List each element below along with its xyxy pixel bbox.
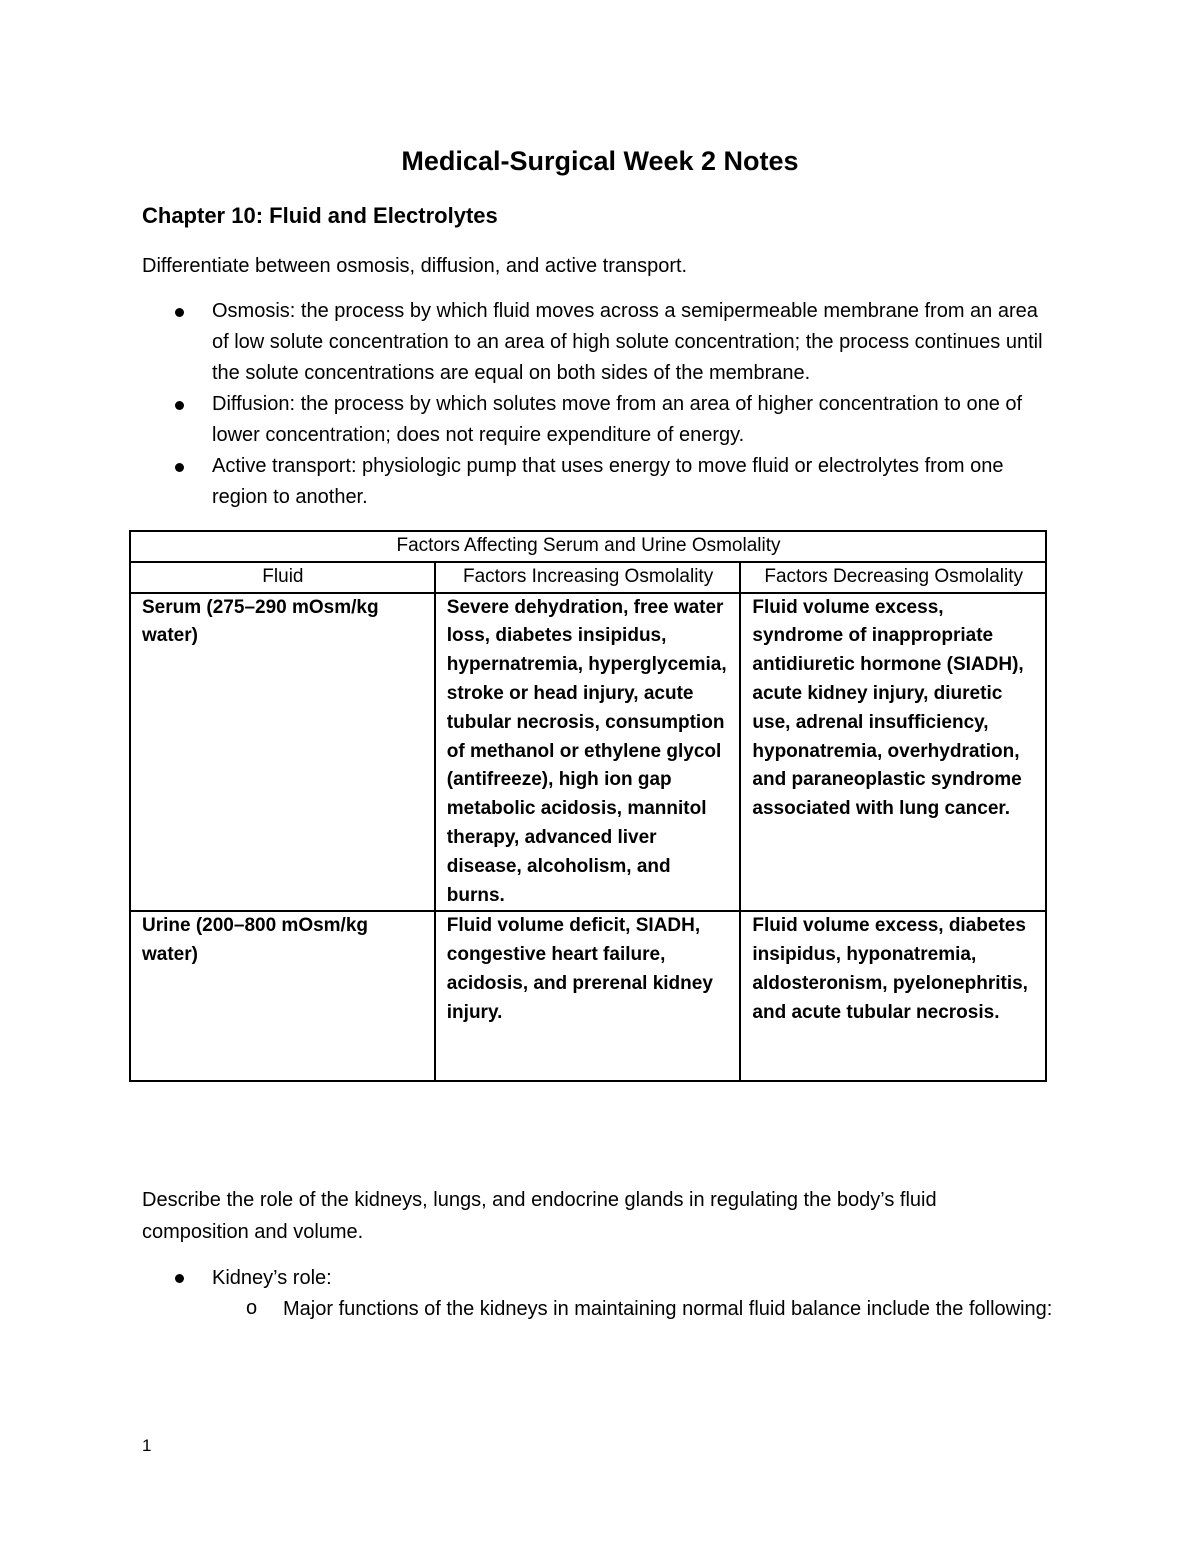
- header-fluid: Fluid: [130, 562, 435, 593]
- sub-bullet-marker: o: [246, 1297, 258, 1319]
- cell-decreasing: Fluid volume excess, diabetes insipidus, hyponatremia, aldosteronism, pyelonephritis, and acute tubular necrosis.: [740, 911, 1046, 1081]
- list-item-text: Osmosis: the process by which fluid moves across a semipermeable membrane from an area of low solute concentration to an area of high solute concentration; the process continues until the solute concentrations are equal on both sides of the membrane.: [212, 300, 1043, 384]
- bullet-icon: [175, 401, 184, 410]
- table-row-urine: [130, 911, 1046, 1081]
- bullet-icon: [175, 308, 184, 317]
- table-row-serum: [130, 593, 1046, 912]
- question-osmosis-diffusion: Differentiate between osmosis, diffusion, and active transport.: [142, 255, 688, 277]
- cell-increasing: Severe dehydration, free water loss, diabetes insipidus, hypernatremia, hyperglycemia, stroke or head injury, acute tubular necrosis, consumption of methanol or ethylene glycol (antifreeze), high ion gap metabolic acidosis, mannitol therapy, advanced liver disease, alcoholism, and burns.: [435, 593, 741, 912]
- transport-bullet-list: [142, 296, 1052, 513]
- header-decreasing: Factors Decreasing Osmolality: [740, 562, 1046, 593]
- page-number: 1: [142, 1436, 152, 1455]
- header-increasing: Factors Increasing Osmolality: [435, 562, 741, 593]
- list-item-text: Diffusion: the process by which solutes move from an area of higher concentration to one of lower concentration; does not require expenditure of energy.: [212, 393, 1023, 446]
- list-item-diffusion: [142, 389, 1052, 451]
- sub-list-item-kidney-functions: Major functions of the kidneys in maintaining normal fluid balance include the following:: [283, 1298, 1053, 1320]
- osmolality-table: [129, 530, 1047, 1082]
- cell-fluid: Urine (200–800 mOsm/kg water): [130, 911, 435, 1081]
- table-caption-row: [130, 531, 1046, 562]
- page-title: Medical-Surgical Week 2 Notes: [401, 146, 799, 176]
- list-item-kidney-role: Kidney’s role:: [212, 1267, 332, 1289]
- cell-increasing: Fluid volume deficit, SIADH, congestive heart failure, acidosis, and prerenal kidney injury.: [435, 911, 741, 1081]
- list-item-osmosis: [142, 296, 1052, 389]
- list-item-text: Active transport: physiologic pump that uses energy to move fluid or electrolytes from one region to another.: [212, 455, 1004, 508]
- cell-fluid: Serum (275–290 mOsm/kg water): [130, 593, 435, 912]
- bullet-icon: [175, 1274, 184, 1283]
- bullet-icon: [175, 463, 184, 472]
- chapter-heading: Chapter 10: Fluid and Electrolytes: [142, 203, 498, 228]
- cell-decreasing: Fluid volume excess, syndrome of inappropriate antidiuretic hormone (SIADH), acute kidney injury, diuretic use, adrenal insufficiency, hyponatremia, overhydration, and paraneoplastic syndrome associated with lung cancer.: [740, 593, 1046, 912]
- table-caption: Factors Affecting Serum and Urine Osmolality: [130, 531, 1046, 562]
- list-item-active-transport: [142, 451, 1052, 513]
- table-header-row: [130, 562, 1046, 593]
- question-kidneys-lungs-endocrine: Describe the role of the kidneys, lungs, and endocrine glands in regulating the body’s fluid composition and volume.: [142, 1189, 937, 1243]
